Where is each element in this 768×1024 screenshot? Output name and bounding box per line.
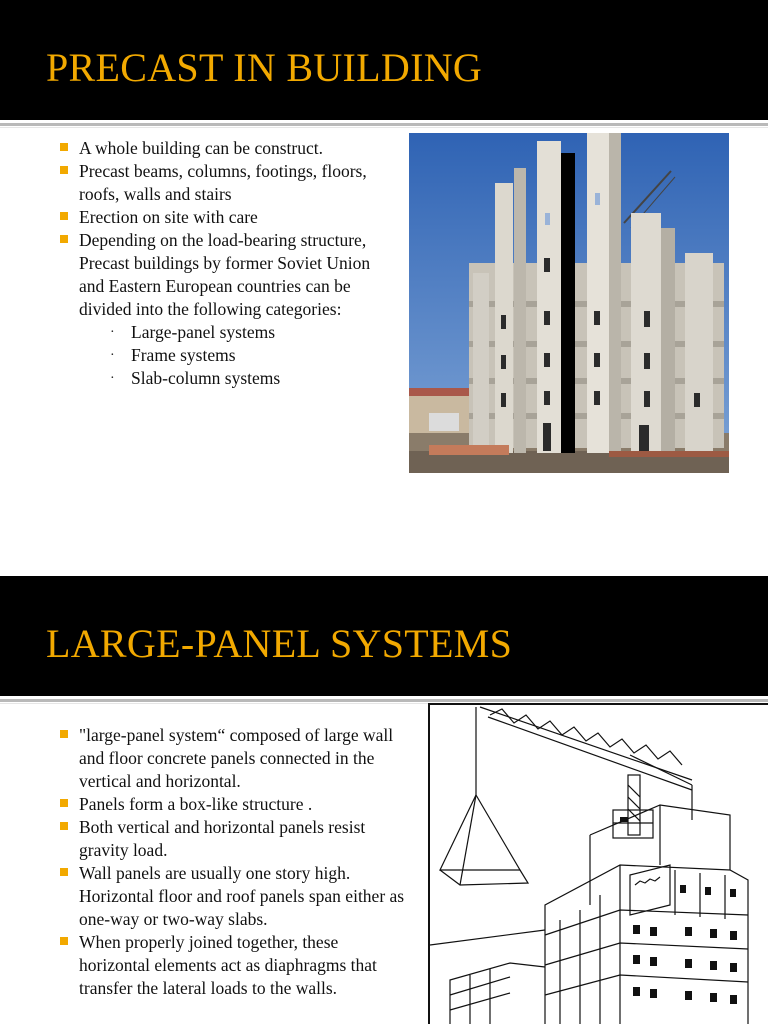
square-bullet-icon bbox=[60, 143, 68, 151]
list-item bbox=[52, 793, 412, 816]
dot-bullet-icon: · bbox=[110, 371, 115, 386]
list-item bbox=[52, 816, 412, 862]
bullet-text: When properly joined together, these horizontal elements act as diaphragms that transfer the lateral loads to the walls. bbox=[79, 932, 377, 998]
sub-list-item bbox=[79, 321, 382, 344]
title-bar bbox=[0, 576, 768, 696]
sub-bullet-text: Large-panel systems bbox=[131, 322, 276, 342]
sub-bullet-text: Slab-column systems bbox=[131, 368, 281, 388]
list-item bbox=[52, 160, 382, 206]
bullet-list bbox=[52, 137, 382, 390]
square-bullet-icon bbox=[60, 868, 68, 876]
sub-bullet-list bbox=[79, 321, 382, 390]
square-bullet-icon bbox=[60, 235, 68, 243]
sub-list-item bbox=[79, 344, 382, 367]
large-panel-construction-drawing bbox=[428, 703, 768, 1024]
title-divider bbox=[0, 123, 768, 126]
title-divider bbox=[0, 699, 768, 702]
bullet-text: Panels form a box-like structure . bbox=[79, 794, 313, 814]
slide-large-panel-systems bbox=[0, 576, 768, 1024]
square-bullet-icon bbox=[60, 212, 68, 220]
bullet-text: A whole building can be construct. bbox=[79, 138, 323, 158]
list-item bbox=[52, 137, 382, 160]
dot-bullet-icon: · bbox=[110, 348, 115, 363]
slide-title: LARGE-PANEL SYSTEMS bbox=[46, 621, 513, 666]
bullet-text: Both vertical and horizontal panels resist gravity load. bbox=[79, 817, 366, 860]
precast-building-photo bbox=[409, 133, 729, 473]
bullet-list bbox=[52, 724, 412, 1000]
slide-title: PRECAST IN BUILDING bbox=[46, 45, 483, 90]
list-item bbox=[52, 931, 412, 1000]
square-bullet-icon bbox=[60, 730, 68, 738]
square-bullet-icon bbox=[60, 937, 68, 945]
building-photo-illustration bbox=[409, 133, 729, 473]
list-item bbox=[52, 724, 412, 793]
list-item bbox=[52, 206, 382, 229]
sub-bullet-text: Frame systems bbox=[131, 345, 236, 365]
square-bullet-icon bbox=[60, 799, 68, 807]
title-divider-shadow bbox=[0, 127, 768, 128]
list-item bbox=[52, 862, 412, 931]
sub-list-item bbox=[79, 367, 382, 390]
bullet-text: "large-panel system“ composed of large wall and floor concrete panels connected in the vertical and horizontal. bbox=[79, 725, 394, 791]
square-bullet-icon bbox=[60, 822, 68, 830]
bullet-text: Erection on site with care bbox=[79, 207, 258, 227]
square-bullet-icon bbox=[60, 166, 68, 174]
bullet-text: Depending on the load-bearing structure, Precast buildings by former Soviet Union and Eastern European countries can be divided into the following categories: bbox=[79, 230, 371, 319]
list-item bbox=[52, 229, 382, 390]
dot-bullet-icon: · bbox=[110, 325, 115, 340]
title-bar bbox=[0, 0, 768, 120]
bullet-text: Precast beams, columns, footings, floors, roofs, walls and stairs bbox=[79, 161, 367, 204]
crane-building-line-drawing bbox=[430, 705, 768, 1024]
bullet-text: Wall panels are usually one story high. Horizontal floor and roof panels span either as one-way or two-way slabs. bbox=[79, 863, 405, 929]
